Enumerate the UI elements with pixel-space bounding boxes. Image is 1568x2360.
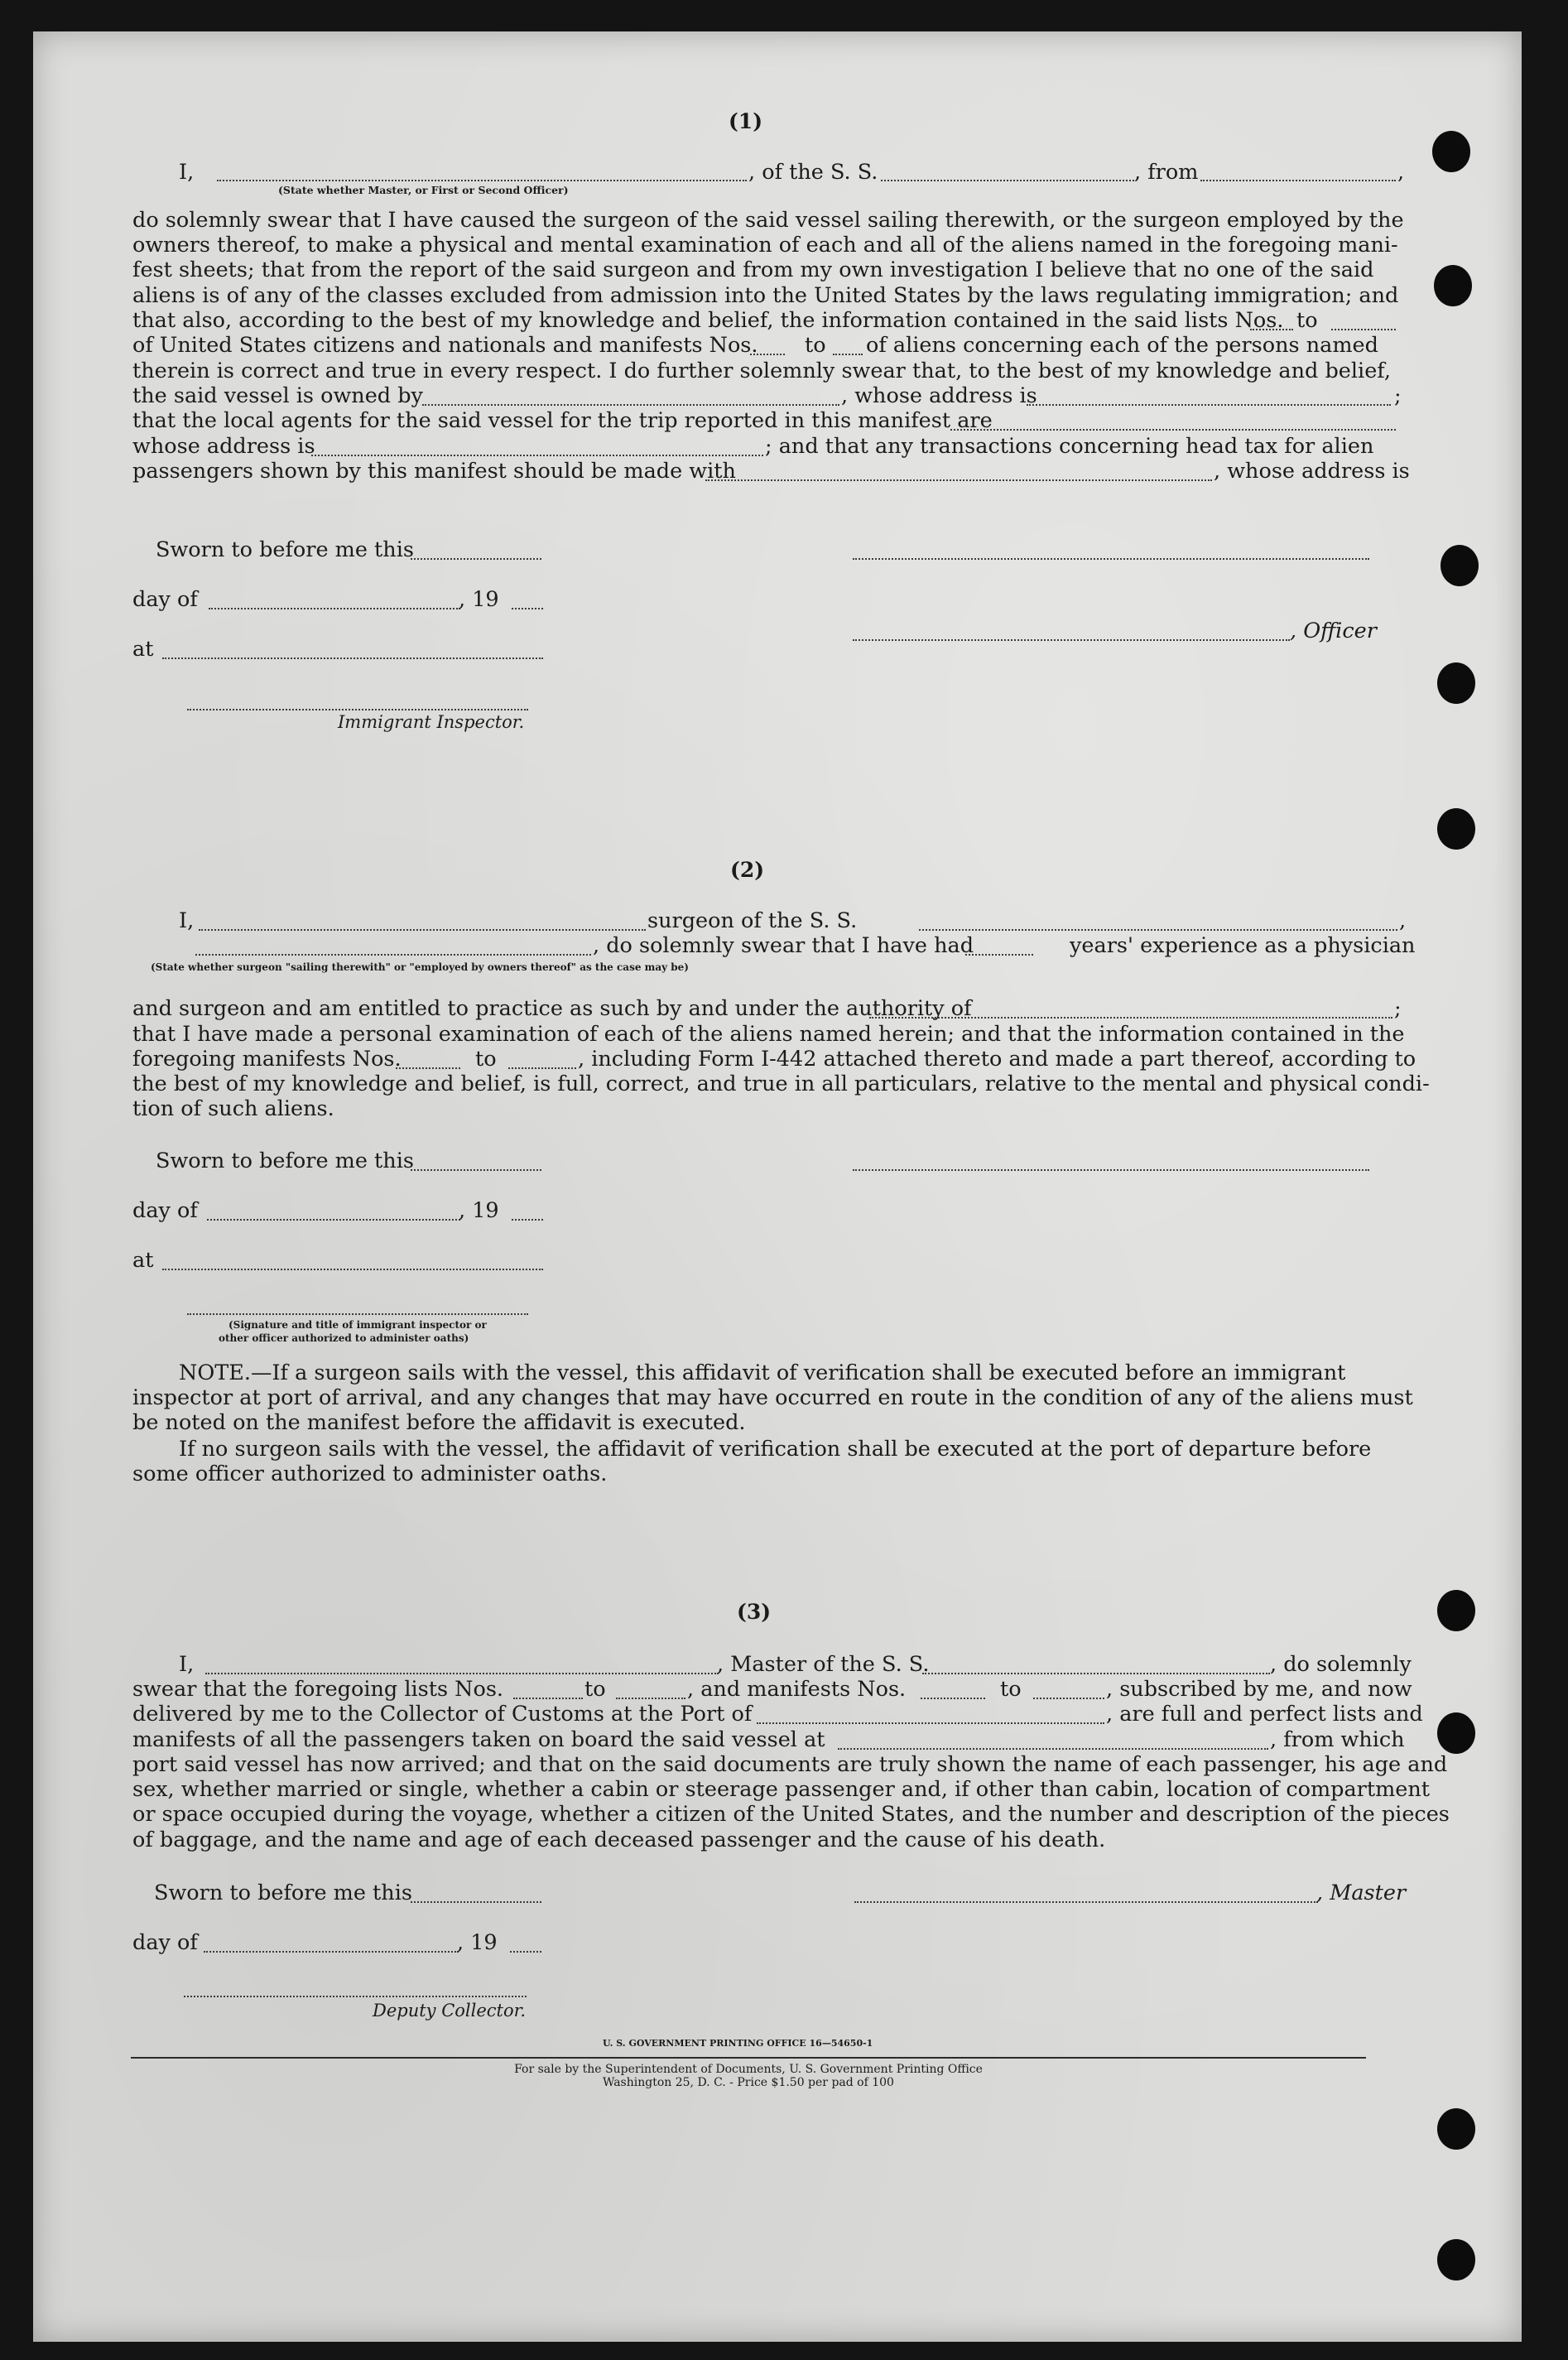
oath-text: passengers shown by this manifest should be made with: [132, 459, 736, 484]
field-caption: (State whether surgeon "sailing therewith" or "employed by owners thereof" as the case may be): [151, 961, 689, 973]
sworn-date-field-3[interactable]: [411, 1901, 541, 1903]
note-text: inspector at port of arrival, and any changes that may have occurred en route in the condition of any of the aliens must: [132, 1385, 1413, 1410]
vessel-name-field-2[interactable]: [919, 929, 1397, 931]
oath-text: therein is correct and true in every respect. I do further solemnly swear that, to the best of my knowledge and belief,: [132, 359, 1391, 383]
sworn-label: Sworn to before me this: [156, 537, 414, 562]
punch-hole: [1437, 2239, 1475, 2281]
oath-text: , including Form I-442 attached thereto and made a part thereof, according to: [578, 1047, 1416, 1072]
oath-text: manifests of all the passengers taken on board the said vessel at: [132, 1727, 825, 1752]
punch-hole: [1437, 808, 1475, 850]
oath-text: , from: [1134, 160, 1199, 185]
manifest-back-page: [33, 31, 1522, 2342]
manifest-no-to-field-2[interactable]: [508, 1067, 576, 1069]
sworn-label: Sworn to before me this: [156, 1149, 414, 1173]
inspector-label: Immigrant Inspector.: [338, 712, 525, 732]
oath-text: swear that the foregoing lists Nos.: [132, 1677, 504, 1702]
sworn-date-field-2[interactable]: [411, 1169, 541, 1171]
signature-caption: other officer authorized to administer oaths): [219, 1332, 469, 1344]
officer-label: , Officer: [1290, 619, 1377, 643]
section-number: (3): [737, 1600, 772, 1624]
punch-hole: [1437, 1590, 1475, 1631]
master-name-field[interactable]: [205, 1673, 719, 1674]
section-number: (2): [730, 858, 765, 882]
at-label: at: [132, 637, 154, 662]
oath-text: and surgeon and am entitled to practice as such by and under the authority of: [132, 996, 972, 1021]
oath-text: , whose address is: [1214, 459, 1410, 484]
officer-signature-field[interactable]: [853, 558, 1369, 560]
day-of-field-3[interactable]: [204, 1951, 459, 1953]
oath-text: that the local agents for the said vessel for the trip reported in this manifest are: [132, 408, 993, 433]
oath-text: do solemnly swear that I have caused the surgeon of the said vessel sailing therewith, or the surgeon employed by the: [132, 208, 1404, 233]
oath-text: of United States citizens and nationals and manifests Nos.: [132, 333, 758, 358]
manifest-no-to-field-3[interactable]: [1033, 1698, 1104, 1699]
oath-text: ,: [1399, 908, 1407, 933]
punch-hole: [1434, 265, 1472, 306]
year-field-3[interactable]: [510, 1951, 541, 1953]
sworn-date-field[interactable]: [411, 558, 541, 560]
oath-text: , subscribed by me, and now: [1106, 1677, 1412, 1702]
oath-text: , and manifests Nos.: [687, 1677, 907, 1702]
officer-title-field[interactable]: [853, 639, 1290, 641]
oath-text: fest sheets; that from the report of the said surgeon and from my own investigation I believe that no one of the said: [132, 258, 1374, 282]
surgeon-status-field[interactable]: [195, 954, 591, 956]
note-text: NOTE.—If a surgeon sails with the vessel, this affidavit of verification shall be executed before an immigrant: [179, 1361, 1346, 1385]
punch-hole: [1432, 131, 1470, 172]
manifest-no-from-field[interactable]: [750, 354, 785, 355]
oath-text: , do solemnly swear that I have had: [593, 933, 974, 958]
oath-text: that I have made a personal examination of each of the aliens named herein; and that the information contained in the: [132, 1022, 1405, 1047]
oath-text: to: [805, 333, 826, 358]
punch-hole: [1437, 1712, 1475, 1754]
manifest-no-from-field-3[interactable]: [921, 1698, 985, 1699]
oath-text: sex, whether married or single, whether a cabin or steerage passenger and, if other than cabin, location of compartment: [132, 1777, 1431, 1802]
punch-hole: [1441, 545, 1479, 586]
surgeon-name-field[interactable]: [199, 929, 646, 931]
master-signature-field[interactable]: [854, 1901, 1318, 1903]
list-no-from-field-3[interactable]: [513, 1698, 583, 1699]
oath-text: , do solemnly: [1270, 1652, 1412, 1677]
deputy-signature-field[interactable]: [184, 1996, 527, 1997]
surgeon-signature-field[interactable]: [853, 1169, 1369, 1171]
arrival-port-field[interactable]: [757, 1722, 1104, 1724]
day-of-label: day of: [132, 1198, 198, 1223]
oath-text: aliens is of any of the classes excluded from admission into the United States by the laws regulating immigration; and: [132, 283, 1399, 308]
year-label: , 19: [457, 1930, 498, 1955]
at-label: at: [132, 1248, 154, 1273]
oath-text: surgeon of the S. S.: [647, 908, 858, 933]
manifest-no-to-field[interactable]: [833, 354, 863, 355]
inspector-signature-field-2[interactable]: [187, 1313, 528, 1315]
vessel-name-field[interactable]: [881, 180, 1134, 181]
oath-text: delivered by me to the Collector of Customs at the Port of: [132, 1702, 753, 1727]
day-of-label: day of: [132, 587, 198, 612]
oath-text: that also, according to the best of my knowledge and belief, the information contained in the said lists Nos.: [132, 308, 1284, 333]
master-label: , Master: [1316, 1881, 1407, 1905]
sworn-label: Sworn to before me this: [154, 1881, 412, 1905]
oath-text: ,: [1397, 160, 1405, 185]
oath-text: the said vessel is owned by: [132, 383, 423, 408]
head-tax-contact-field[interactable]: [705, 479, 1212, 481]
oath-text: years' experience as a physician: [1070, 933, 1416, 958]
oath-text: to: [1296, 308, 1318, 333]
owner-field[interactable]: [422, 404, 839, 406]
oath-text: , whose address is: [841, 383, 1037, 408]
year-label: , 19: [459, 1198, 499, 1223]
oath-text: , are full and perfect lists and: [1106, 1702, 1423, 1727]
embarkation-port-field[interactable]: [838, 1748, 1268, 1750]
section-number: (1): [729, 109, 763, 133]
day-of-field-2[interactable]: [207, 1219, 460, 1221]
signature-caption: (Signature and title of immigrant inspector or: [228, 1319, 487, 1331]
at-place-field[interactable]: [162, 657, 543, 659]
oath-text: , Master of the S. S.: [717, 1652, 930, 1677]
oath-text: foregoing manifests Nos.: [132, 1047, 402, 1072]
manifest-no-from-field-2[interactable]: [396, 1067, 460, 1069]
inspector-signature-field[interactable]: [187, 709, 528, 710]
vessel-name-field-3[interactable]: [922, 1673, 1270, 1674]
day-of-field[interactable]: [209, 608, 460, 609]
oath-text: I,: [179, 908, 195, 933]
owner-address-field[interactable]: [1027, 404, 1391, 406]
oath-text: , of the S. S.: [748, 160, 878, 185]
gpo-code: U. S. GOVERNMENT PRINTING OFFICE 16—54650-1: [603, 2038, 873, 2049]
oath-text: , from which: [1270, 1727, 1405, 1752]
day-of-label: day of: [132, 1930, 198, 1955]
note-text: some officer authorized to administer oaths.: [132, 1462, 608, 1486]
year-label: , 19: [459, 587, 499, 612]
local-agents-field[interactable]: [950, 429, 1396, 431]
years-experience-field[interactable]: [965, 954, 1033, 956]
oath-text: the best of my knowledge and belief, is full, correct, and true in all particulars, relative to the mental and physical condi-: [132, 1072, 1430, 1096]
oath-text: ;: [1394, 996, 1402, 1021]
oath-text: whose address is: [132, 434, 315, 459]
list-no-to-field-3[interactable]: [616, 1698, 685, 1699]
at-place-field-2[interactable]: [162, 1269, 543, 1270]
agents-address-field[interactable]: [311, 455, 763, 456]
oath-text: of baggage, and the name and age of each deceased passenger and the cause of his death.: [132, 1828, 1106, 1852]
oath-text: I,: [179, 160, 195, 185]
oath-text: to: [1000, 1677, 1022, 1702]
year-field-2[interactable]: [512, 1219, 543, 1221]
footer-rule: [131, 2057, 1366, 2059]
punch-hole: [1437, 662, 1475, 704]
authority-field[interactable]: [869, 1017, 1392, 1019]
oath-text: to: [475, 1047, 497, 1072]
punch-hole: [1437, 2108, 1475, 2150]
field-caption: (State whether Master, or First or Second Officer): [278, 184, 569, 196]
oath-text: ; and that any transactions concerning head tax for alien: [765, 434, 1374, 459]
oath-text: ;: [1394, 383, 1402, 408]
list-no-to-field[interactable]: [1331, 329, 1396, 330]
deputy-label: Deputy Collector.: [373, 2001, 527, 2020]
oath-text: tion of such aliens.: [132, 1096, 334, 1121]
oath-text: of aliens concerning each of the persons named: [866, 333, 1378, 358]
oath-text: to: [584, 1677, 606, 1702]
oath-text: owners thereof, to make a physical and mental examination of each and all of the aliens named in the foregoing mani-: [132, 233, 1398, 258]
list-no-from-field[interactable]: [1250, 329, 1293, 330]
departure-port-field[interactable]: [1200, 180, 1396, 181]
year-field[interactable]: [512, 608, 543, 609]
oath-text: I,: [179, 1652, 195, 1677]
note-text: If no surgeon sails with the vessel, the affidavit of verification shall be executed at the port of departure before: [179, 1437, 1372, 1462]
officer-name-field[interactable]: [217, 180, 747, 181]
oath-text: or space occupied during the voyage, whether a citizen of the United States, and the number and description of the pieces: [132, 1802, 1450, 1827]
sale-notice: Washington 25, D. C. - Price $1.50 per pad of 100: [603, 2076, 894, 2089]
note-text: be noted on the manifest before the affidavit is executed.: [132, 1410, 746, 1435]
oath-text: port said vessel has now arrived; and that on the said documents are truly shown the name of each passenger, his age and: [132, 1752, 1448, 1777]
sale-notice: For sale by the Superintendent of Documents, U. S. Government Printing Office: [514, 2063, 983, 2076]
